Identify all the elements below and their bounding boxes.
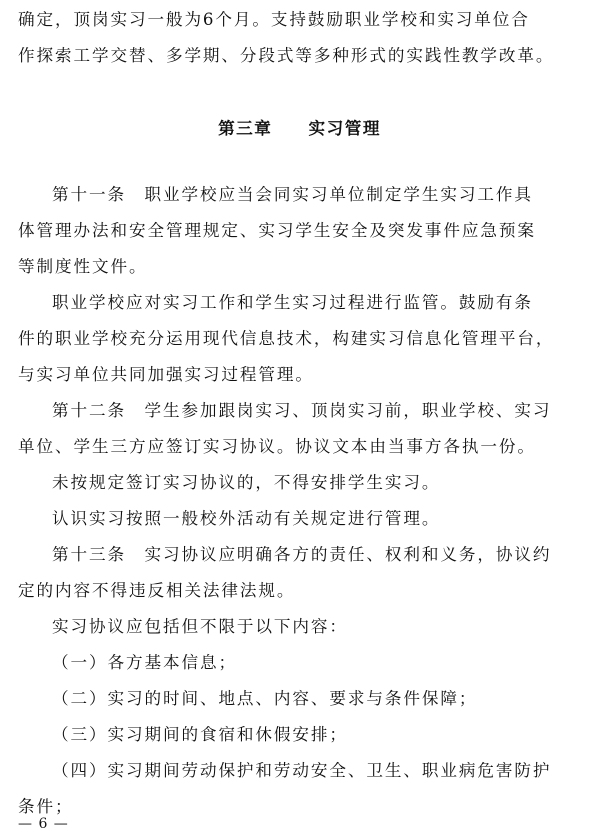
chapter-heading: 第三章 实习管理: [218, 118, 381, 138]
text-line: 第十一条 职业学校应当会同实习单位制定学生实习工作具: [52, 185, 533, 204]
text-line: 单位、学生三方应签订实习协议。协议文本由当事方各执一份。: [18, 437, 536, 456]
text-line: 件的职业学校充分运用现代信息技术，构建实习信息化管理平台，: [18, 329, 555, 348]
text-line: 等制度性文件。: [18, 257, 148, 276]
text-line: 作探索工学交替、多学期、分段式等多种形式的实践性教学改革。: [18, 46, 555, 65]
text-line: 定的内容不得违反相关法律法规。: [18, 581, 296, 600]
text-line: 职业学校应对实习工作和学生实习过程进行监管。鼓励有条: [52, 293, 533, 312]
text-line: 第十三条 实习协议应明确各方的责任、权利和义务，协议约: [52, 545, 552, 564]
text-line: （四）实习期间劳动保护和劳动安全、卫生、职业病危害防护: [52, 761, 552, 780]
text-line: 未按规定签订实习协议的，不得安排学生实习。: [52, 473, 441, 492]
text-line: 认识实习按照一般校外活动有关规定进行管理。: [52, 509, 441, 528]
text-line: 确定，顶岗实习一般为6个月。支持鼓励职业学校和实习单位合: [18, 10, 530, 29]
text-line: （二）实习的时间、地点、内容、要求与条件保障；: [52, 689, 478, 708]
text-line: 条件；: [18, 797, 74, 816]
text-line: （一）各方基本信息；: [52, 653, 237, 672]
text-line: 实习协议应包括但不限于以下内容：: [52, 617, 348, 636]
page-number: — 6 —: [18, 816, 69, 832]
text-line: 体管理办法和安全管理规定、实习学生安全及突发事件应急预案: [18, 221, 536, 240]
text-line: （三）实习期间的食宿和休假安排；: [52, 725, 348, 744]
text-line: 与实习单位共同加强实习过程管理。: [18, 365, 314, 384]
text-line: 第十二条 学生参加跟岗实习、顶岗实习前，职业学校、实习: [52, 401, 552, 420]
